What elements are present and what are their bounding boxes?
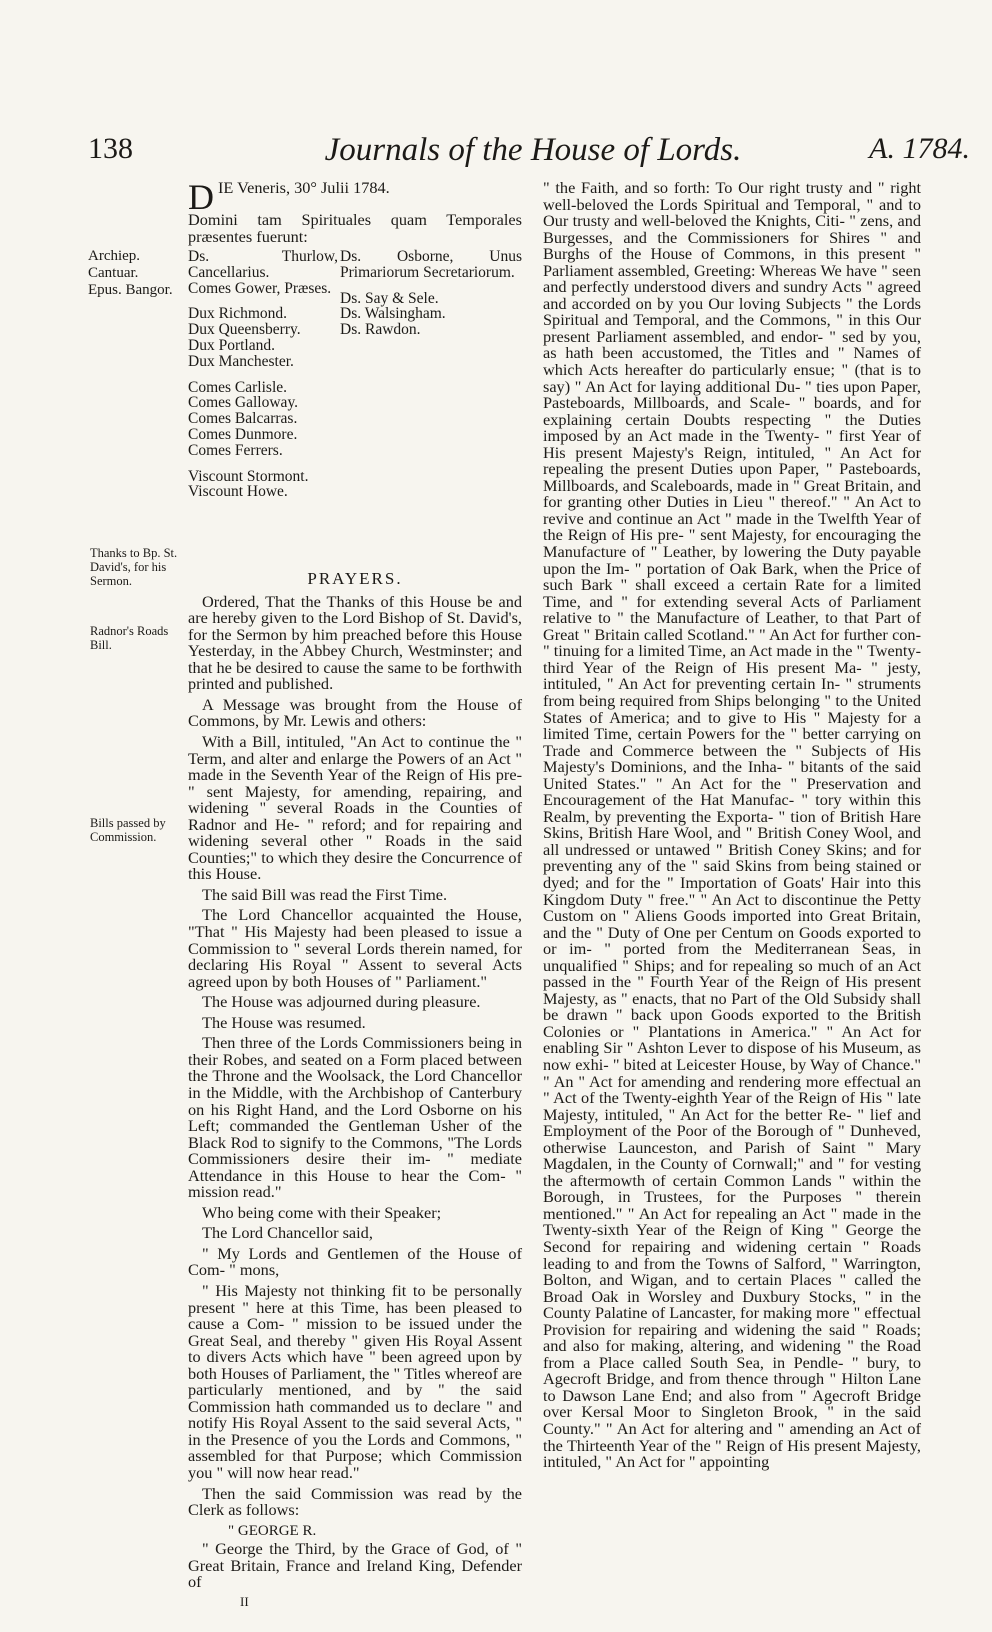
page-header — [88, 132, 978, 172]
paragraph-message: A Message was brought from the House of Commons, by Mr. Lewis and others: — [188, 694, 522, 731]
attendance-left — [188, 249, 338, 500]
paragraph-speaker: Who being come with their Speaker; — [202, 1202, 442, 1222]
attendee: Comes Ferrers. — [188, 441, 283, 459]
date-line — [188, 177, 522, 217]
attendee: Ds. Walsingham. — [340, 305, 446, 323]
side-head-archbishop: Archiep. Cantuar. — [88, 248, 141, 281]
margin-note-thanks: Thanks to Bp. St. David's, for his Sermon. — [90, 546, 178, 588]
margin-note-bills: Bills passed by Commission. — [90, 816, 166, 844]
present-line: Domini tam Spirituales quam Temporales præsentes fuerunt: — [188, 210, 522, 246]
attendee: Viscount Howe. — [188, 483, 288, 501]
attendance-list — [188, 249, 522, 567]
date-text: IE Veneris, 30° Julii 1784. — [218, 178, 390, 197]
dropcap: D — [188, 177, 214, 217]
attendee: Comes Gower, Præses. — [188, 279, 332, 297]
attendee: Comes Dunmore. — [188, 426, 298, 444]
commission-text: " the Faith, and so forth: To Our right trusty and " right well-beloved the Lords Spiritual and Temporal, " and to Our trusty and well-beloved the Knights, Citi- " zens, and Burgesses, and the Commissioners for Shires " and Burghs of the House of Commons, in this present " Parliament assembled, Greeting: Whereas We have " seen and perfectly understood divers and sundry Acts " agreed and accorded on by you Our loving Subjects " the Lords Spiritual and Temporal, and the Commons, " in this Our present Parliament assembled, and endor- " sed by you, as hath been accustomed, the Titles and " Names of which Acts hereafter do particularly ensue; " (that is to say) " An Act for laying additional Du- " ties upon Paper, Pasteboards, Millboards, and Scale- " boards, and for explaining certain Doubts respecting " the Duties imposed by an Act made in the Twenty- " first Year of His present Majesty's Reign, intituled, " An Act for repealing the present Duties upon Paper, " Pasteboards, Millboards, and Scaleboards, made in " Great Britain, and for granting other Duties in Lieu " thereof." " An Act to revive and continue an Act " made in the Twelfth Year of the Reign of His pre- " sent Majesty, for encouraging the Manufacture of " Leather, by lowering the Duty payable upon the Im- " portation of Oak Bark, when the Price of such Bark " shall exceed a certain Rate for a limited Time, and " for extending several Acts of Parliament relative to " the Manufacture of Leather, to that Part of Great " Britain called Scotland." " An Act for further con- " tinuing for a limited Time, an Act made in the " Twenty-third Year of the Reign of His present Ma- " jesty, intituled, " An Act for preventing certain In- " struments from being required from Ships belonging " to the United States of America; and to give to His " Majesty for a limited Time, certain Powers for the " better carrying on Trade and Commerce between the " Subjects of His Majesty's Dominions, and the Inha- " bitants of the said United States." " An Act for the " Preservation and Encouragement of the Hat Manufac- " tory within this Realm, by preventing the Exporta- " tion of British Hare Skins, British Hare Wool, and " British Coney Wool, and all undressed or untawed " British Coney Skins; and for preventing any of the " said Skins from being stained or dyed; and for the " Importation of Goats' Hair into this Kingdom Duty " free." " An Act to discontinue the Petty Custom on " Aliens Goods imported into Great Britain, and the " Duty of One per Centum on Goods exported to or im- " ported from the Mediterranean Seas, in unqualified " Ships; and for repealing so much of an Act passed in the " Fourth Year of the Reign of His present Majesty, as " enacts, that no Part of the Old Subsidy shall be drawn " back upon Goods exported to the British Colonies or " Plantations in America." " An Act for enabling Sir " Ashton Lever to dispose of his Museum, as now exhi- " bited at Leicester House, by Way of Chance." " An " Act for amending and rendering more effectual an " Act of the Twenty-eighth Year of the Reign of His " late Majesty, intituled, " An Act for the better Re- " lief and Employment of the Poor of the Borough of " Dunheved, otherwise Launceston, and Parish of Saint " Mary Magdalen, in the County of Cornwall;" and " for vesting the aftermowth of certain Common Lands " within the Borough, in Trustees, for the Purposes " therein mentioned." " An Act for repealing an Act " made in the Twenty-sixth Year of the Reign of King " George the Second for repairing and widening certain " Roads leading to and from the Towns of Salford, " Warrington, Bolton, and Wigan, and to certain Places " called the Broad Oak in Worsley and Duxbury Stocks, " in the County Palatine of Lancaster, for making more " effectual Provision for repairing and widening the said " Roads; and also for making, altering, and widening " the Road from a Place called South Sea, in Pendle- " bury, to Agecroft Bridge, and from thence through " Hilton Lane to Dawson Lane End; and also from " Agecroft Bridge over Kersal Moor to Singleton Brook, " in the said County." " An Act for altering and " amending an Act of the Thirteenth Year of the " Reign of His present Majesty, intituled, " An Act for " appointing — [543, 178, 921, 1472]
attendee: Dux Manchester. — [188, 352, 294, 370]
left-column — [188, 177, 522, 1595]
royal-signature: " GEORGE R. — [228, 1522, 317, 1539]
paragraph-thanks: Ordered, That the Thanks of this House be and are hereby given to the Lord Bishop of St. David's, for the Sermon by him preached before this House Yesterday, in the Abbey Church, Westminster; and that he be desired to cause the same to be forthwith printed and published. — [188, 591, 522, 694]
attendee: Viscount Stormont. — [188, 467, 309, 485]
paragraph-chancellor-said: The Lord Chancellor said, — [202, 1223, 373, 1243]
attendance-right — [340, 249, 522, 338]
attendee: Ds. Say & Sele. — [340, 289, 439, 307]
attendee: Ds. Osborne, Unus Primariorum Secretariorum. — [340, 248, 522, 281]
paragraph-adjourned: The House was adjourned during pleasure. — [202, 992, 481, 1012]
journal-title: Journals of the House of Lords. — [324, 132, 742, 168]
paragraph-first-reading: The said Bill was read the First Time. — [202, 884, 448, 904]
paragraph-address: " My Lords and Gentlemen of the House of Com- " mons, — [188, 1243, 522, 1280]
attendee: Dux Portland. — [188, 337, 275, 355]
paragraph-commission-read: Then the said Commission was read by the Clerk as follows: — [188, 1483, 522, 1520]
margin-note-radnor: Radnor's Roads Bill. — [90, 624, 169, 652]
paragraph-commissioners: Then three of the Lords Commissioners being in their Robes, and seated on a Form placed between the Throne and the Woolsack, the Lord Chancellor in the Middle, with the Archbishop of Canterbury on his Right Hand, and the Lord Osborne on his Left; commanded the Gentleman Usher of the Black Rod to signify to the Commons, "The Lords Commissioners desire their im- " mediate Attendance in this House to hear the Com- " mission read." — [188, 1033, 522, 1202]
attendee: Dux Richmond. — [188, 305, 288, 323]
attendee: Ds. Rawdon. — [340, 321, 421, 339]
attendee: Ds. Thurlow, Cancellarius. — [188, 248, 338, 281]
attendee: Dux Queensberry. — [188, 321, 301, 339]
side-heads — [88, 248, 188, 299]
side-head-bishop: Epus. Bangor. — [88, 282, 173, 298]
attendee: Comes Balcarras. — [188, 410, 298, 428]
journal-year: A. 1784. — [869, 132, 970, 165]
signature-mark: II — [240, 1594, 249, 1609]
paragraph-chancellor: The Lord Chancellor acquainted the House, "That " His Majesty had been pleased to issue a Commission to " several Lords therein named, for declaring His Royal " Assent to several Acts agreed upon by both Houses of " Parliament." — [188, 905, 522, 991]
paragraph-speech: " His Majesty not thinking fit to be personally present " here at this Time, has been pleased to cause a Com- " mission to be issued under the Great Seal, and thereby " given His Royal Assent to divers Acts which have " been agreed upon by both Houses of Parliament, the " Titles whereof are particularly mentioned, and by " the said Commission hath commanded us to declare " and notify His Royal Assent to the said several Acts, " in the Presence of you the Lords and Commons, " assembled for that Purpose; which Commission you " will now hear read." — [188, 1280, 522, 1482]
attendee: Comes Galloway. — [188, 394, 299, 412]
prayers-heading: PRAYERS. — [307, 569, 403, 589]
attendee: Comes Carlisle. — [188, 378, 288, 396]
paragraph-resumed: The House was resumed. — [202, 1012, 366, 1032]
paragraph-george: " George the Third, by the Grace of God, of " Great Britain, France and Ireland King, Defender of — [188, 1539, 522, 1592]
paragraph-bill: With a Bill, intituled, "An Act to continue the " Term, and alter and enlarge the Powers of an Act " made in the Seventh Year of the Reign of His pre- " sent Majesty, for amending, repairing, and widening " several Roads in the Counties of Radnor and He- " reford; and for repairing and widening several other " Roads in the said Counties;" to which they desire the Concurrence of this House. — [188, 732, 522, 884]
right-column — [543, 180, 921, 1475]
page-number: 138 — [88, 132, 133, 165]
